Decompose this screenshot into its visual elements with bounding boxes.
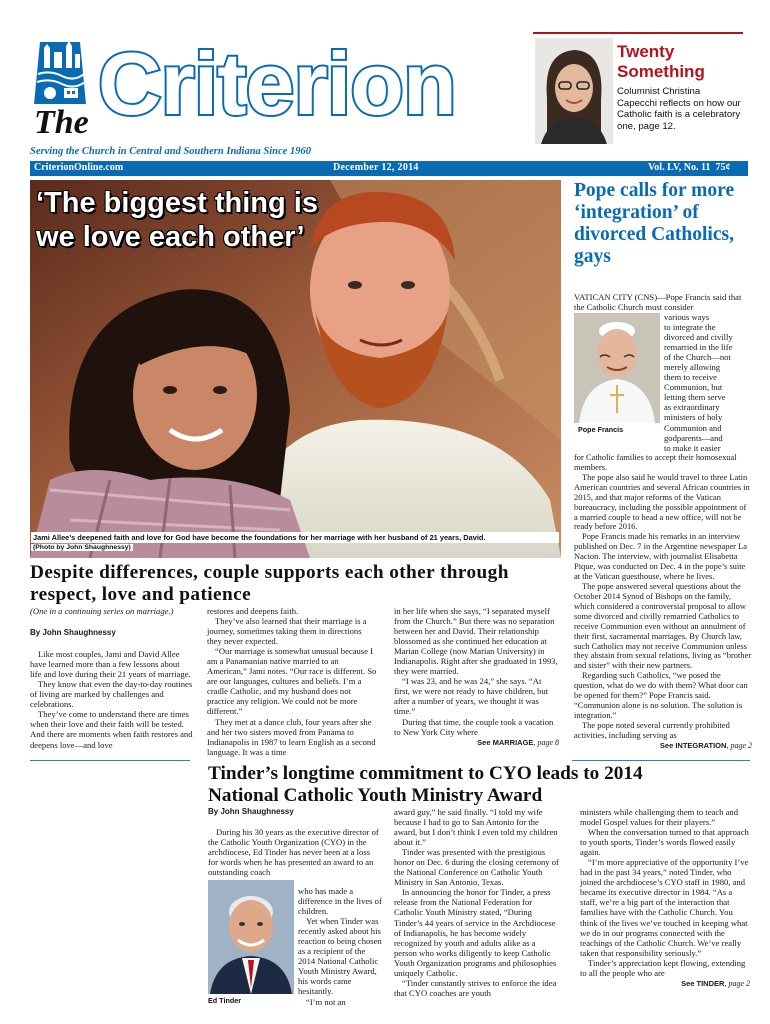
- cyo-col3-p1: ministers while challenging them to teach and model Gospel values for their players.”: [580, 807, 738, 828]
- feature-col1-p3: They’ve come to understand there are times when their love and their faith will be tested. And there are moments when faith restores and deepens love—and love: [30, 709, 193, 750]
- pope-photo-caption: Pope Francis: [578, 425, 624, 434]
- feature-col3-p2: “I was 23, and he was 24,” she says. “At first, we were not ready to have children, but after a number of years, we thought it was time.”: [394, 676, 549, 717]
- feature-col1-p1: Like most couples, Jami and David Allee have learned more than a few lessons about life and love during their 21 years of marriage.: [30, 649, 191, 680]
- feature-col2-p2: They’ve also learned that their marriage is a journey, sometimes taking them in directions they never expected.: [207, 616, 367, 647]
- feature-jump-page: , page 8: [533, 737, 559, 747]
- pope-narrow-line-10: as extraordinary: [664, 402, 720, 413]
- cyo-col3: [580, 807, 750, 989]
- pope-narrow-line-12: Communion and: [664, 422, 722, 433]
- pope-jump-label: See INTEGRATION: [659, 740, 727, 750]
- issue-price: 75¢: [715, 162, 731, 173]
- pope-headline: Pope calls for more ‘integration’ of divorced Catholics, gays: [574, 180, 735, 267]
- cyo-col2-p2: Tinder was presented with the prestigious honor on Dec. 6 during the closing ceremony of the National Conference on Catholic Youth Ministry in San Antonio, Texas.: [394, 847, 559, 888]
- cyo-jump-page: , page 2: [724, 978, 750, 988]
- cyo-col3-p2: When the conversation turned to that approach to youth sports, Tinder’s words flowed easily again.: [580, 827, 749, 858]
- website-link[interactable]: CriterionOnline.com: [34, 162, 124, 173]
- cyo-photo: [208, 880, 294, 1004]
- cyo-narrow-p1: who has made a difference in the lives of children.: [298, 886, 382, 917]
- pope-narrow-line-7: them to receive: [664, 372, 717, 383]
- pope-lead-narrow: [664, 312, 752, 453]
- cyo-col1-p1: During his 30 years as the executive director of the Catholic Youth Organization (CYO) in the archdiocese, Ed Tinder has never been at a loss for words when he has presented an award to an outstanding coach: [208, 827, 379, 878]
- issue-date: December 12, 2014: [333, 162, 419, 173]
- masthead-title: Criterion: [98, 34, 456, 133]
- pope-portrait-icon: [574, 313, 660, 423]
- volume-number: Vol. LV, No. 11: [648, 162, 711, 173]
- feature-col3-p1: in her life when she says, “I separated myself from the Church.” But there was no separation between her and David. Their relationship blossomed as she continued her education at Marian College (now Marian University) in Indianapolis. Right after she graduated in 1993, they were married.: [394, 606, 558, 677]
- feature-byline: By John Shaughnessy: [30, 628, 116, 638]
- masthead: [0, 0, 770, 176]
- feature-col2-p4: They met at a dance club, four years after she and her two sisters moved from Panama to Indianapolis in 1987 to learn English as a second language. It was a time: [207, 716, 376, 757]
- pope-photo: [574, 313, 660, 435]
- cyo-col2: [394, 807, 560, 998]
- promo-heading-line2: Something: [617, 62, 705, 81]
- cyo-col2-p1: award guy,” he said finally. “I told my wife because I had to go to San Antonio for the award, but I don’t think I even told my children about it.”: [394, 807, 558, 848]
- pope-narrow-line-4: remarried in the life: [664, 342, 733, 353]
- pope-body-p4: The pope answered several questions about the October 2014 Synod of Bishops on the family, which considered a controversial proposal to allow some divorced and civilly remarried Catholics to receive Communion even without an annulment of their first, sacramental marriages. By Church law, such Catholics may not receive Communion unless they abstain from sexual relations, living as “brother and sister” with their new partners.: [574, 580, 752, 671]
- feature-col1: [30, 606, 193, 750]
- cyo-narrow-p2: Yet when Tinder was recently asked about his reaction to being chosen as a recipient of the 2014 National Catholic Youth Ministry Award, his words came hesitantly.: [298, 916, 382, 997]
- feature-jump[interactable]: [394, 737, 559, 748]
- cyo-col2-p4: “Tinder constantly strives to enforce the idea that CYO coaches are youth: [394, 977, 557, 998]
- city-collage-logo-icon: [30, 38, 90, 108]
- promo-text: Columnist Christina Capecchi reflects on how our Catholic faith is a celebratory one, page 12.: [617, 86, 741, 132]
- pope-jump[interactable]: [574, 741, 752, 751]
- masthead-tagline: Serving the Church in Central and Southern Indiana Since 1960: [30, 146, 311, 157]
- promo-box[interactable]: [533, 32, 743, 146]
- cyo-col1: [208, 807, 382, 877]
- cyo-headline: Tinder’s longtime commitment to CYO leads to 2014 National Catholic Youth Ministry Award: [208, 763, 643, 806]
- cyo-photo-caption: Ed Tinder: [208, 996, 242, 1005]
- columnist-portrait-icon: [535, 38, 613, 144]
- photo-credit: (Photo by John Shaughnessy): [33, 544, 131, 551]
- issue-volume: [648, 162, 730, 173]
- feature-col2-p1: restores and deepens faith.: [207, 606, 299, 616]
- pope-body-p1: for Catholic families to accept their homosexual members.: [574, 452, 737, 472]
- pope-narrow-line-14: to make it easier: [664, 442, 721, 453]
- pope-narrow-line-5: of the Church—not: [664, 352, 731, 363]
- cyo-jump-label: See TINDER: [681, 978, 725, 988]
- feature-col2: [207, 606, 377, 757]
- section-divider: [30, 760, 190, 761]
- cyo-jump[interactable]: [580, 978, 750, 989]
- pope-narrow-line-2: to integrate the: [664, 322, 716, 333]
- pope-body: [574, 453, 752, 751]
- promo-heading-line1: Twenty: [617, 42, 675, 61]
- section-divider-right: [572, 760, 750, 761]
- pope-body-p2: The pope also said he would travel to three Latin American countries and several African countries in 2015, and that major reforms of the Vatican bureaucracy, including the possible appointment of a married couple to head a new office, will not be ready before 2016.: [574, 471, 750, 532]
- cyo-col3-p4: Tinder’s appreciation kept flowing, extending to all the people who are: [580, 957, 746, 978]
- pope-narrow-line-9: letting them serve: [664, 392, 726, 403]
- pope-lead: VATICAN CITY (CNS)—Pope Francis said that the Catholic Church must consider: [574, 292, 742, 313]
- pope-body-p3: Pope Francis made his remarks in an interview published on Dec. 7 in the Argentine newspaper La Nacion. The interview, with journalist Elisabetta Pique, was conducted on Dec. 4 in the pope’s suite at the Vatican guesthouse, where he lives.: [574, 531, 748, 582]
- pope-body-p6: The pope noted several currently prohibited activities, including serving as: [574, 719, 730, 740]
- photo-headline: ‘The biggest thing is we love each other’: [36, 187, 318, 253]
- feature-col2-p3: “Our marriage is somewhat unusual because I am a Panamanian native married to an American,” Jami notes. “Our race is different. So are our languages, cultures and beliefs. I’m a cradle Catholic, and my husband does not practice any religion. We could not be more different.”: [207, 646, 377, 717]
- feature-col1-p2: They know that even the day-to-day routines of living are marked by challenges and celebrations.: [30, 679, 193, 710]
- cyo-col1-narrow: [298, 886, 384, 1007]
- cyo-narrow-p3: “I’m not an: [306, 996, 346, 1007]
- feature-col3: [394, 606, 559, 748]
- pope-narrow-line-13: godparents—and: [664, 432, 723, 443]
- ed-tinder-portrait-icon: [208, 880, 294, 994]
- promo-heading: [617, 42, 705, 82]
- lead-photo: [30, 180, 561, 558]
- series-note: (One in a continuing series on marriage.): [30, 606, 174, 616]
- photo-caption: Jami Allee’s deepened faith and love for God have become the foundations for her marriage with her husband of 21 years, David.: [31, 532, 559, 543]
- feature-jump-label: See MARRIAGE: [477, 737, 534, 747]
- masthead-the: The: [34, 104, 89, 141]
- pope-narrow-line-11: ministers of holy: [664, 412, 723, 423]
- cyo-col2-p3: In announcing the honor for Tinder, a press release from the National Federation for Catholic Youth Ministry stated, “During Tinder’s 44 years of service in the Archdiocese of Indianapolis, he has become widely recognized by youth and adults alike as a person who works diligently to keep Catholic Youth Organization programs and philosophies uniquely Catholic.: [394, 887, 557, 978]
- feature-headline: Despite differences, couple supports each other through respect, love and patience: [30, 562, 509, 605]
- pope-jump-page: , page 2: [726, 740, 752, 750]
- pope-narrow-line-3: divorced and civilly: [664, 332, 733, 343]
- pope-narrow-line-1: various ways: [664, 312, 710, 322]
- pope-narrow-line-6: merely allowing: [664, 362, 721, 373]
- feature-col3-p3: During that time, the couple took a vacation to New York City where: [394, 716, 554, 737]
- cyo-col3-p3: “I’m more appreciative of the opportunity I’ve had in the past 34 years,” noted Tinder, who joined the archdiocese’s CYO staff in 1980, and became its executive director in 1984. “As a staff, we’re a big part of the interaction that families have with the Catholic Church. You think of the lives we’ve touched in keeping what we do in our programs connected with the teachings of the Catholic Church. We’ve really taken that responsibility seriously.”: [580, 857, 749, 958]
- cyo-byline: By John Shaughnessy: [208, 807, 294, 816]
- pope-body-p5: Regarding such Catholics, “we posed the question, what do we do with them? What door can be opened for them?” Pope Francis said. “Communion alone is no solution. The solution is integration.”: [574, 670, 748, 720]
- pope-narrow-line-8: Communion, but: [664, 382, 723, 393]
